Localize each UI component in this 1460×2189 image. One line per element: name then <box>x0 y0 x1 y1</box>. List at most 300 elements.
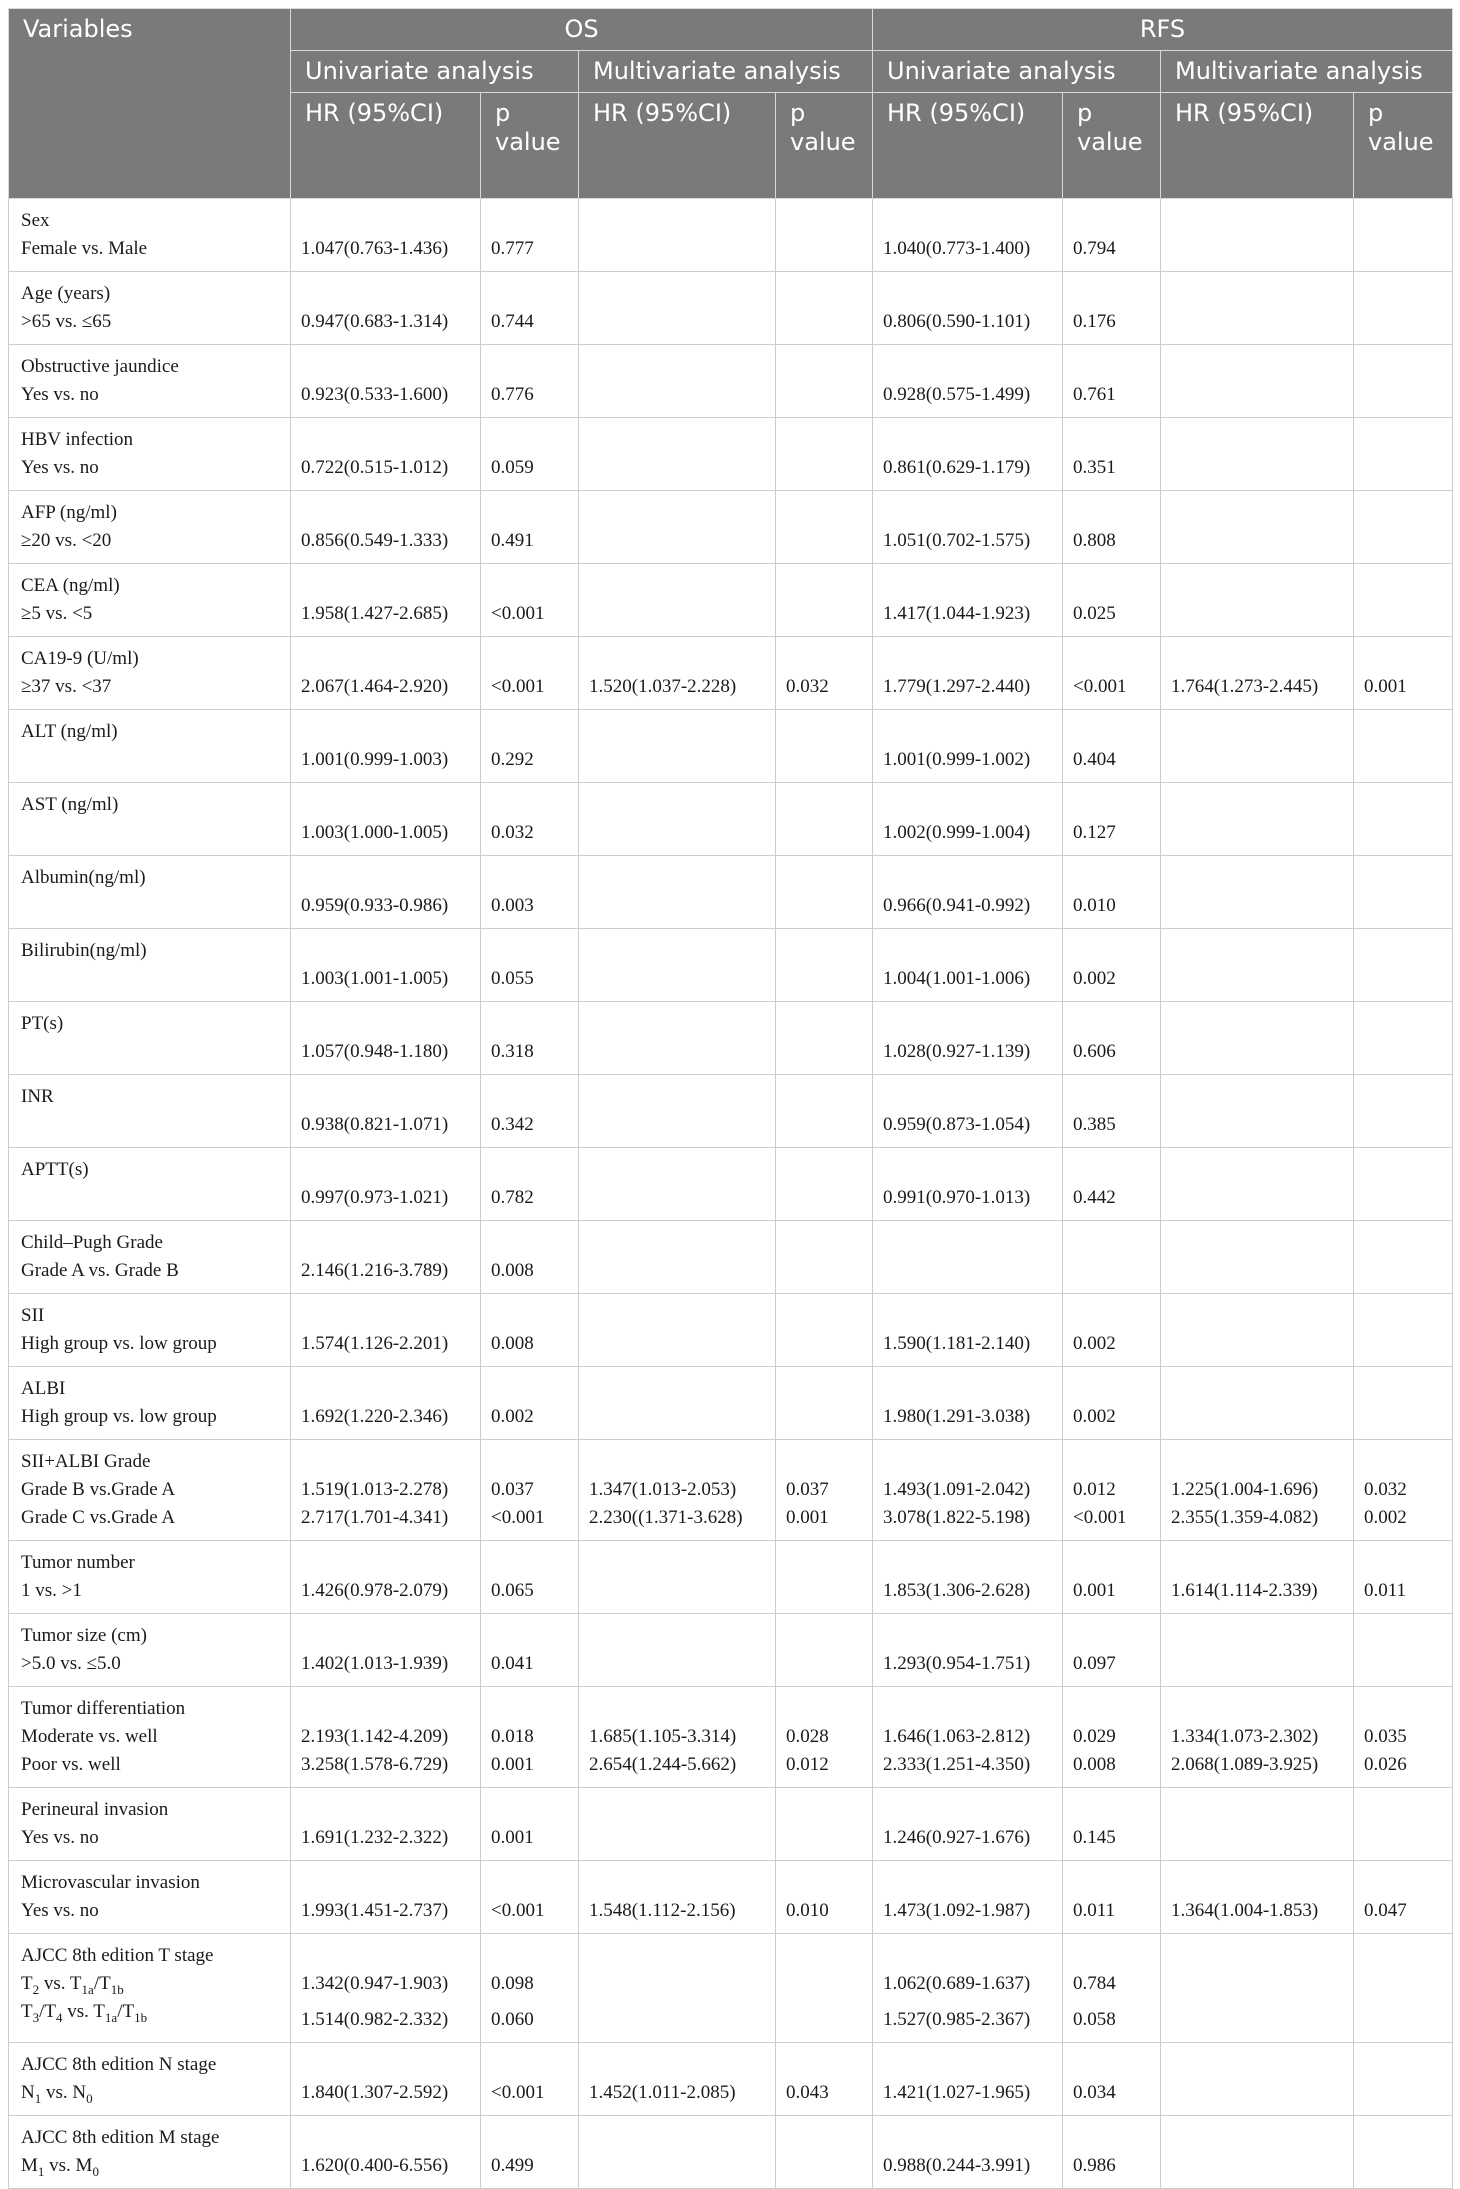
hazard-ratio: 1.493(1.091-2.042) <box>883 1479 1031 1500</box>
p-value: 0.002 <box>1073 968 1116 989</box>
p-value: 0.011 <box>1073 1900 1116 1921</box>
variable-comparison: High group vs. low group <box>21 1406 217 1427</box>
variable-cell <box>9 1934 291 2043</box>
hazard-ratio: 1.519(1.013-2.278) <box>301 1479 449 1500</box>
table-row <box>9 2043 1453 2116</box>
hazard-ratio: 1.421(1.027-1.965) <box>883 2082 1031 2103</box>
cell-rfs-m-p <box>1354 710 1453 783</box>
p-value: <0.001 <box>491 1900 545 1921</box>
cell-os-u-p <box>481 710 579 783</box>
table-row <box>9 272 1453 345</box>
hazard-ratio: 2.717(1.701-4.341) <box>301 1507 449 1528</box>
cell-os-m-p <box>776 1002 873 1075</box>
p-value: 0.055 <box>491 968 534 989</box>
cell-rfs-m-p <box>1354 929 1453 1002</box>
cell-rfs-m-p <box>1354 856 1453 929</box>
hazard-ratio: 1.062(0.689-1.637) <box>883 1973 1031 1994</box>
cell-rfs-m-p <box>1354 491 1453 564</box>
p-value: 0.777 <box>491 238 534 259</box>
hazard-ratio: 1.574(1.126-2.201) <box>301 1333 449 1354</box>
p-value: 0.011 <box>1364 1580 1407 1601</box>
variable-name: AST (ng/ml) <box>21 794 119 815</box>
variable-cell <box>9 491 291 564</box>
hazard-ratio: 1.293(0.954-1.751) <box>883 1653 1031 1674</box>
cell-os-m-hr <box>579 345 776 418</box>
results-table-container <box>8 8 1452 2189</box>
p-value: 0.047 <box>1364 1900 1407 1921</box>
p-value: 0.032 <box>786 676 829 697</box>
cell-rfs-m-p <box>1354 637 1453 710</box>
cell-rfs-u-hr <box>873 637 1063 710</box>
cell-os-u-p <box>481 2116 579 2189</box>
hazard-ratio: 1.334(1.073-2.302) <box>1171 1726 1319 1747</box>
hazard-ratio: 1.646(1.063-2.812) <box>883 1726 1031 1747</box>
variable-cell <box>9 1440 291 1541</box>
cell-os-m-p <box>776 199 873 272</box>
header-os-univariate: Univariate analysis <box>291 51 579 93</box>
header-rfs-multi-hr: HR (95%CI) <box>1161 93 1354 199</box>
cell-rfs-m-p <box>1354 1788 1453 1861</box>
cell-rfs-m-p <box>1354 783 1453 856</box>
cell-os-u-p <box>481 1861 579 1934</box>
cell-rfs-m-p <box>1354 2043 1453 2116</box>
hazard-ratio: 1.514(0.982-2.332) <box>301 2009 449 2030</box>
variable-name: Tumor differentiation <box>21 1698 186 1719</box>
hazard-ratio: 2.654(1.244-5.662) <box>589 1754 737 1775</box>
variable-name: CEA (ng/ml) <box>21 575 120 596</box>
cell-os-m-hr <box>579 1788 776 1861</box>
hazard-ratio: 1.364(1.004-1.853) <box>1171 1900 1319 1921</box>
cell-rfs-u-p <box>1063 564 1161 637</box>
cell-rfs-m-p <box>1354 564 1453 637</box>
variable-comparison: Yes vs. no <box>21 1900 99 1921</box>
cell-os-m-p <box>776 345 873 418</box>
variable-name: HBV infection <box>21 429 134 450</box>
hazard-ratio: 2.355(1.359-4.082) <box>1171 1507 1319 1528</box>
p-value: 0.026 <box>1364 1754 1407 1775</box>
cell-os-u-p <box>481 491 579 564</box>
variable-comparison: High group vs. low group <box>21 1333 217 1354</box>
p-value: 0.318 <box>491 1041 534 1062</box>
header-os: OS <box>291 9 873 51</box>
cell-rfs-u-hr <box>873 710 1063 783</box>
cell-os-m-p <box>776 856 873 929</box>
variable-cell <box>9 2043 291 2116</box>
cell-rfs-m-p <box>1354 1294 1453 1367</box>
cell-rfs-u-p <box>1063 783 1161 856</box>
p-value: 0.606 <box>1073 1041 1116 1062</box>
cell-os-u-p <box>481 929 579 1002</box>
cell-rfs-u-p <box>1063 491 1161 564</box>
p-value: 0.010 <box>1073 895 1116 916</box>
hazard-ratio: 1.057(0.948-1.180) <box>301 1041 449 1062</box>
cell-os-m-hr <box>579 1294 776 1367</box>
p-value: 0.176 <box>1073 311 1116 332</box>
cell-os-m-hr <box>579 929 776 1002</box>
table-row <box>9 1221 1453 1294</box>
cell-rfs-m-hr <box>1161 783 1354 856</box>
cell-os-m-hr <box>579 856 776 929</box>
cell-os-u-p <box>481 1002 579 1075</box>
cell-os-m-hr <box>579 491 776 564</box>
variable-cell <box>9 1075 291 1148</box>
variable-comparison: Yes vs. no <box>21 1827 99 1848</box>
hazard-ratio: 1.548(1.112-2.156) <box>589 1900 736 1921</box>
cell-os-u-hr <box>291 1788 481 1861</box>
hazard-ratio: 1.051(0.702-1.575) <box>883 530 1031 551</box>
hazard-ratio: 1.225(1.004-1.696) <box>1171 1479 1319 1500</box>
variable-name: Albumin(ng/ml) <box>21 867 146 888</box>
p-value: 0.010 <box>786 1900 829 1921</box>
p-value: 0.744 <box>491 311 534 332</box>
cell-os-u-p <box>481 1541 579 1614</box>
p-value: 0.794 <box>1073 238 1116 259</box>
variable-cell <box>9 345 291 418</box>
hazard-ratio: 1.342(0.947-1.903) <box>301 1973 449 1994</box>
cell-os-m-hr <box>579 1541 776 1614</box>
cell-rfs-u-hr <box>873 1221 1063 1294</box>
cell-rfs-u-p <box>1063 1861 1161 1934</box>
cell-os-m-hr <box>579 199 776 272</box>
cell-os-m-p <box>776 1440 873 1541</box>
cell-os-u-hr <box>291 199 481 272</box>
cell-rfs-u-p <box>1063 1687 1161 1788</box>
p-value: 0.059 <box>491 457 534 478</box>
p-value: 0.028 <box>786 1726 829 1747</box>
cell-rfs-u-p <box>1063 710 1161 783</box>
p-value: 0.008 <box>1073 1754 1116 1775</box>
cell-rfs-m-hr <box>1161 1367 1354 1440</box>
table-row <box>9 710 1453 783</box>
header-rfs-univariate: Univariate analysis <box>873 51 1161 93</box>
hazard-ratio: 1.002(0.999-1.004) <box>883 822 1031 843</box>
cell-os-m-p <box>776 637 873 710</box>
cell-os-m-p <box>776 1541 873 1614</box>
cell-os-u-hr <box>291 1294 481 1367</box>
table-row <box>9 1934 1453 2043</box>
variable-cell <box>9 1861 291 1934</box>
variable-comparison: ≥5 vs. <5 <box>21 603 93 624</box>
variable-cell <box>9 1294 291 1367</box>
p-value: <0.001 <box>491 2082 545 2103</box>
cell-rfs-u-p <box>1063 1614 1161 1687</box>
cell-os-u-hr <box>291 1367 481 1440</box>
cell-rfs-u-p <box>1063 1367 1161 1440</box>
variable-comparison: ≥20 vs. <20 <box>21 530 112 551</box>
variable-name: Perineural invasion <box>21 1799 169 1820</box>
p-value: 0.065 <box>491 1580 534 1601</box>
cell-os-u-p <box>481 856 579 929</box>
cell-rfs-m-hr <box>1161 564 1354 637</box>
cell-rfs-u-hr <box>873 1614 1063 1687</box>
cell-rfs-m-p <box>1354 1440 1453 1541</box>
hazard-ratio: 1.004(1.001-1.006) <box>883 968 1031 989</box>
hazard-ratio: 1.764(1.273-2.445) <box>1171 676 1319 697</box>
variable-name: CA19-9 (U/ml) <box>21 648 139 669</box>
header-variables: Variables <box>9 9 291 199</box>
cell-os-m-hr <box>579 564 776 637</box>
cell-os-m-p <box>776 1788 873 1861</box>
cell-rfs-u-hr <box>873 564 1063 637</box>
p-value: 0.145 <box>1073 1827 1116 1848</box>
p-value: <0.001 <box>1073 676 1127 697</box>
cell-os-u-hr <box>291 1002 481 1075</box>
cell-rfs-u-hr <box>873 1541 1063 1614</box>
cell-os-m-p <box>776 1687 873 1788</box>
hazard-ratio: 1.958(1.427-2.685) <box>301 603 449 624</box>
cell-rfs-m-hr <box>1161 199 1354 272</box>
cell-rfs-m-hr <box>1161 1861 1354 1934</box>
hazard-ratio: 0.966(0.941-0.992) <box>883 895 1031 916</box>
variable-cell <box>9 710 291 783</box>
hazard-ratio: 0.861(0.629-1.179) <box>883 457 1031 478</box>
cell-os-u-hr <box>291 1687 481 1788</box>
cell-os-u-hr <box>291 1861 481 1934</box>
cell-os-u-hr <box>291 637 481 710</box>
cell-rfs-m-hr <box>1161 1541 1354 1614</box>
variable-name: Microvascular invasion <box>21 1872 200 1893</box>
p-value: 0.037 <box>491 1479 534 1500</box>
cell-os-u-p <box>481 272 579 345</box>
p-value: 0.385 <box>1073 1114 1116 1135</box>
cell-rfs-m-p <box>1354 1861 1453 1934</box>
header-os-uni-p: p value <box>481 93 579 199</box>
cell-rfs-m-hr <box>1161 2043 1354 2116</box>
cell-os-m-p <box>776 1294 873 1367</box>
hazard-ratio: 1.452(1.011-2.085) <box>589 2082 736 2103</box>
header-rfs-multivariate: Multivariate analysis <box>1161 51 1453 93</box>
p-value: 0.808 <box>1073 530 1116 551</box>
cell-rfs-m-hr <box>1161 1788 1354 1861</box>
hazard-ratio: 0.928(0.575-1.499) <box>883 384 1031 405</box>
hazard-ratio: 1.685(1.105-3.314) <box>589 1726 737 1747</box>
cell-rfs-u-hr <box>873 1861 1063 1934</box>
p-value: 0.003 <box>491 895 534 916</box>
hazard-ratio: 1.402(1.013-1.939) <box>301 1653 449 1674</box>
table-row <box>9 1541 1453 1614</box>
variable-name: Tumor number <box>21 1552 135 1573</box>
p-value: 0.761 <box>1073 384 1116 405</box>
variable-comparison: ≥37 vs. <37 <box>21 676 112 697</box>
cell-rfs-m-hr <box>1161 345 1354 418</box>
cell-rfs-m-hr <box>1161 710 1354 783</box>
variable-name: Age (years) <box>21 283 111 304</box>
table-row <box>9 1687 1453 1788</box>
cell-rfs-u-p <box>1063 1440 1161 1541</box>
p-value: <0.001 <box>1073 1507 1127 1528</box>
variable-comparison: 1 vs. >1 <box>21 1580 82 1601</box>
p-value: 0.001 <box>1364 676 1407 697</box>
hazard-ratio: 2.067(1.464-2.920) <box>301 676 449 697</box>
variable-name: Tumor size (cm) <box>21 1625 147 1646</box>
cell-os-u-hr <box>291 856 481 929</box>
cell-os-u-hr <box>291 345 481 418</box>
cell-rfs-u-p <box>1063 1075 1161 1148</box>
hazard-ratio: 0.806(0.590-1.101) <box>883 311 1031 332</box>
variable-name: AJCC 8th edition M stage <box>21 2127 220 2148</box>
cell-rfs-u-p <box>1063 856 1161 929</box>
variable-name: ALT (ng/ml) <box>21 721 118 742</box>
variable-cell <box>9 1541 291 1614</box>
hazard-ratio: 3.078(1.822-5.198) <box>883 1507 1031 1528</box>
cell-rfs-m-p <box>1354 1934 1453 2043</box>
variable-name: SII <box>21 1305 45 1326</box>
cell-rfs-u-hr <box>873 1075 1063 1148</box>
cell-os-m-p <box>776 1148 873 1221</box>
variable-cell <box>9 1614 291 1687</box>
header-os-uni-hr: HR (95%CI) <box>291 93 481 199</box>
cell-os-m-p <box>776 491 873 564</box>
cell-rfs-u-p <box>1063 637 1161 710</box>
variable-name: AFP (ng/ml) <box>21 502 117 523</box>
cell-os-m-hr <box>579 418 776 491</box>
variable-cell <box>9 637 291 710</box>
table-row <box>9 1075 1453 1148</box>
cell-rfs-u-p <box>1063 1148 1161 1221</box>
table-header <box>9 9 1453 199</box>
variable-comparison: Grade A vs. Grade B <box>21 1260 179 1281</box>
cell-rfs-u-hr <box>873 2043 1063 2116</box>
p-value: 0.012 <box>786 1754 829 1775</box>
cell-os-m-hr <box>579 1614 776 1687</box>
cell-rfs-m-p <box>1354 1614 1453 1687</box>
hazard-ratio: 1.527(0.985-2.367) <box>883 2009 1031 2030</box>
cell-os-m-p <box>776 1934 873 2043</box>
variable-cell <box>9 272 291 345</box>
hazard-ratio: 0.938(0.821-1.071) <box>301 1114 449 1135</box>
table-row <box>9 564 1453 637</box>
p-value: 0.025 <box>1073 603 1116 624</box>
cell-os-m-p <box>776 2116 873 2189</box>
p-value: 0.986 <box>1073 2155 1116 2176</box>
header-rfs-uni-p: p value <box>1063 93 1161 199</box>
cell-rfs-u-hr <box>873 1934 1063 2043</box>
cell-os-u-hr <box>291 491 481 564</box>
variable-comparison: $T_3/T_4$ vs. $T_{1a}/T_{1b}$ <box>21 2001 148 2025</box>
p-value: 0.060 <box>491 2009 534 2030</box>
cell-os-u-hr <box>291 1440 481 1541</box>
variable-name: SII+ALBI Grade <box>21 1451 151 1472</box>
hazard-ratio: 1.347(1.013-2.053) <box>589 1479 737 1500</box>
variable-name: Obstructive jaundice <box>21 356 179 377</box>
cell-os-m-p <box>776 1075 873 1148</box>
cell-os-m-hr <box>579 1367 776 1440</box>
table-row <box>9 345 1453 418</box>
variable-cell <box>9 929 291 1002</box>
p-value: 0.012 <box>1073 1479 1116 1500</box>
cell-os-u-hr <box>291 710 481 783</box>
hazard-ratio: 1.692(1.220-2.346) <box>301 1406 449 1427</box>
table-row <box>9 2116 1453 2189</box>
header-rfs-multi-p: p value <box>1354 93 1453 199</box>
cell-os-u-p <box>481 418 579 491</box>
hazard-ratio: 1.473(1.092-1.987) <box>883 1900 1031 1921</box>
cell-rfs-m-p <box>1354 1687 1453 1788</box>
variable-cell <box>9 856 291 929</box>
cell-rfs-u-p <box>1063 418 1161 491</box>
p-value: 0.058 <box>1073 2009 1116 2030</box>
cell-os-m-hr <box>579 2116 776 2189</box>
hazard-ratio: 0.722(0.515-1.012) <box>301 457 449 478</box>
cell-os-u-p <box>481 199 579 272</box>
cell-os-u-hr <box>291 1934 481 2043</box>
cell-os-m-hr <box>579 2043 776 2116</box>
cell-os-m-hr <box>579 1075 776 1148</box>
cell-rfs-u-p <box>1063 1541 1161 1614</box>
hazard-ratio: 0.856(0.549-1.333) <box>301 530 449 551</box>
cell-os-m-hr <box>579 1221 776 1294</box>
cell-rfs-m-hr <box>1161 1934 1354 2043</box>
cell-rfs-m-hr <box>1161 1614 1354 1687</box>
hazard-ratio: 1.426(0.978-2.079) <box>301 1580 449 1601</box>
header-rfs: RFS <box>873 9 1453 51</box>
cell-rfs-u-p <box>1063 2043 1161 2116</box>
hazard-ratio: 1.047(0.763-1.436) <box>301 238 449 259</box>
hazard-ratio: 1.003(1.000-1.005) <box>301 822 449 843</box>
cell-os-m-hr <box>579 637 776 710</box>
p-value: 0.041 <box>491 1653 534 1674</box>
table-row <box>9 1148 1453 1221</box>
hazard-ratio: 2.193(1.142-4.209) <box>301 1726 449 1747</box>
cell-os-m-hr <box>579 1861 776 1934</box>
variable-comparison: Yes vs. no <box>21 384 99 405</box>
cell-rfs-u-hr <box>873 1002 1063 1075</box>
cell-os-m-hr <box>579 1148 776 1221</box>
hazard-ratio: 0.959(0.873-1.054) <box>883 1114 1031 1135</box>
cell-rfs-m-hr <box>1161 1294 1354 1367</box>
p-value: 0.035 <box>1364 1726 1407 1747</box>
cell-os-m-p <box>776 418 873 491</box>
cell-os-m-p <box>776 2043 873 2116</box>
variable-cell <box>9 564 291 637</box>
cell-os-m-hr <box>579 1002 776 1075</box>
cell-os-m-hr <box>579 710 776 783</box>
variable-name: PT(s) <box>21 1013 64 1034</box>
p-value: 0.442 <box>1073 1187 1116 1208</box>
cell-rfs-u-hr <box>873 1367 1063 1440</box>
table-row <box>9 637 1453 710</box>
table-row <box>9 1367 1453 1440</box>
table-row <box>9 1861 1453 1934</box>
cell-rfs-m-p <box>1354 1002 1453 1075</box>
cell-rfs-m-hr <box>1161 1002 1354 1075</box>
cell-rfs-u-hr <box>873 1687 1063 1788</box>
p-value: 0.098 <box>491 1973 534 1994</box>
hazard-ratio: 2.068(1.089-3.925) <box>1171 1754 1319 1775</box>
cell-rfs-u-hr <box>873 1440 1063 1541</box>
p-value: 0.001 <box>491 1754 534 1775</box>
cell-rfs-m-hr <box>1161 1221 1354 1294</box>
table-row <box>9 1002 1453 1075</box>
hazard-ratio: 1.520(1.037-2.228) <box>589 676 737 697</box>
hazard-ratio: 0.991(0.970-1.013) <box>883 1187 1031 1208</box>
hazard-ratio: 1.028(0.927-1.139) <box>883 1041 1031 1062</box>
cell-os-u-hr <box>291 929 481 1002</box>
cell-rfs-m-p <box>1354 272 1453 345</box>
cell-os-u-p <box>481 345 579 418</box>
cell-os-m-p <box>776 929 873 1002</box>
variable-comparison: Grade B vs.Grade A <box>21 1479 176 1500</box>
cell-rfs-m-p <box>1354 418 1453 491</box>
p-value: 0.776 <box>491 384 534 405</box>
hazard-ratio: 2.146(1.216-3.789) <box>301 1260 449 1281</box>
cell-rfs-u-hr <box>873 1788 1063 1861</box>
cell-rfs-m-hr <box>1161 2116 1354 2189</box>
cell-os-u-p <box>481 1788 579 1861</box>
cell-rfs-u-p <box>1063 2116 1161 2189</box>
p-value: 0.127 <box>1073 822 1116 843</box>
p-value: <0.001 <box>491 603 545 624</box>
